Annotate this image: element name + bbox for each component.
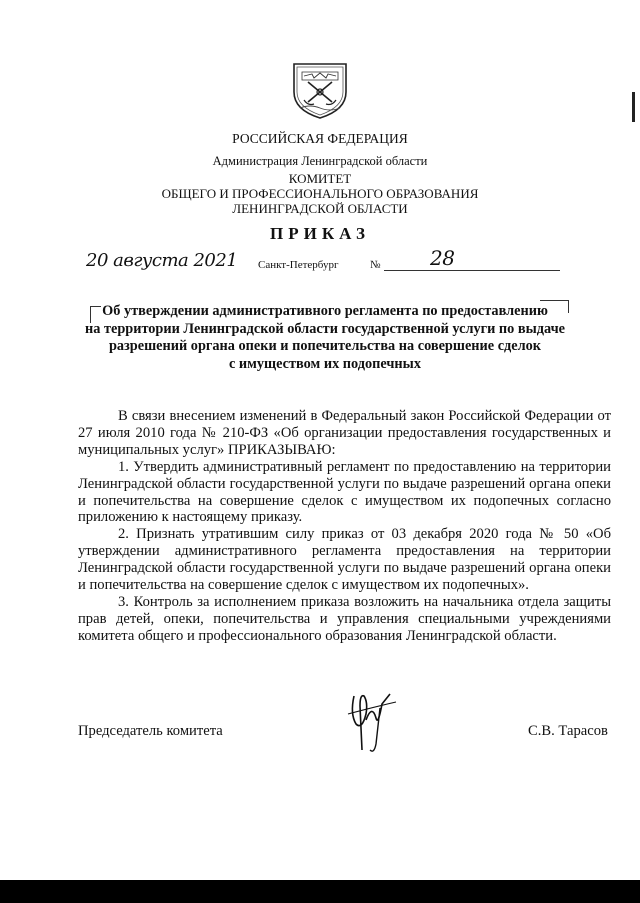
administration-name: Администрация Ленинградской области bbox=[212, 154, 428, 168]
federation-title: РОССИЙСКАЯ ФЕДЕРАЦИЯ bbox=[232, 131, 408, 146]
coat-of-arms-icon bbox=[288, 58, 352, 120]
order-number: 28 bbox=[430, 246, 455, 270]
clause-3-paragraph: 3. Контроль за исполнением приказа возложить на начальника отдела защиты прав детей, опеки, попечительства и управления специальными учреждениями комитета общего и профессионального образования Ленинградской области. bbox=[78, 593, 611, 644]
number-underline bbox=[384, 270, 560, 271]
scan-bottom-border bbox=[0, 880, 640, 903]
preamble-paragraph: В связи внесением изменений в Федеральный закон Российской Федерации от 27 июля 2010 года № 210-ФЗ «Об организации предоставления государственных и муниципальных услуг» ПРИКАЗЫВАЮ: bbox=[78, 408, 611, 458]
order-number-label: № bbox=[370, 259, 381, 271]
signatory-name: С.В. Тарасов bbox=[528, 723, 608, 739]
order-title: ПРИКАЗ bbox=[270, 224, 370, 243]
scan-edge-mark bbox=[632, 92, 635, 122]
committee-line-2: ОБЩЕГО И ПРОФЕССИОНАЛЬНОГО ОБРАЗОВАНИЯ bbox=[161, 186, 479, 201]
clause-2-paragraph: 2. Признать утратившим силу приказ от 03 декабря 2020 года № 50 «Об утверждении административного регламента предоставления на территории Ленинградской области государственной услуги по выдаче разрешений органа опеки и попечительства на совершение сделок с имуществом их подопечных». bbox=[78, 526, 611, 594]
order-subject bbox=[80, 303, 570, 373]
order-date: 20 августа 2021 bbox=[86, 250, 238, 271]
committee-line-1: КОМИТЕТ bbox=[288, 171, 352, 186]
handwritten-signature-icon bbox=[340, 684, 404, 756]
subject-line: с имуществом их подопечных bbox=[229, 355, 421, 372]
committee-line-3: ЛЕНИНГРАДСКОЙ ОБЛАСТИ bbox=[232, 201, 408, 216]
order-city: Санкт-Петербург bbox=[258, 259, 339, 271]
subject-line: разрешений органа опеки и попечительства на совершение сделок bbox=[108, 338, 542, 354]
order-body bbox=[78, 408, 611, 645]
clause-1-paragraph: 1. Утвердить административный регламент по предоставлению на территории Ленинградской области государственной услуги по выдаче разрешений органа опеки и попечительства на совершение сделок с имуществом их подопечных согласно приложению к настоящему приказу. bbox=[78, 458, 611, 526]
subject-line: Об утверждении административного регламента по предоставлению bbox=[102, 303, 548, 319]
signatory-position: Председатель комитета bbox=[78, 723, 223, 739]
subject-line: на территории Ленинградской области государственной услуги по выдаче bbox=[84, 320, 565, 337]
